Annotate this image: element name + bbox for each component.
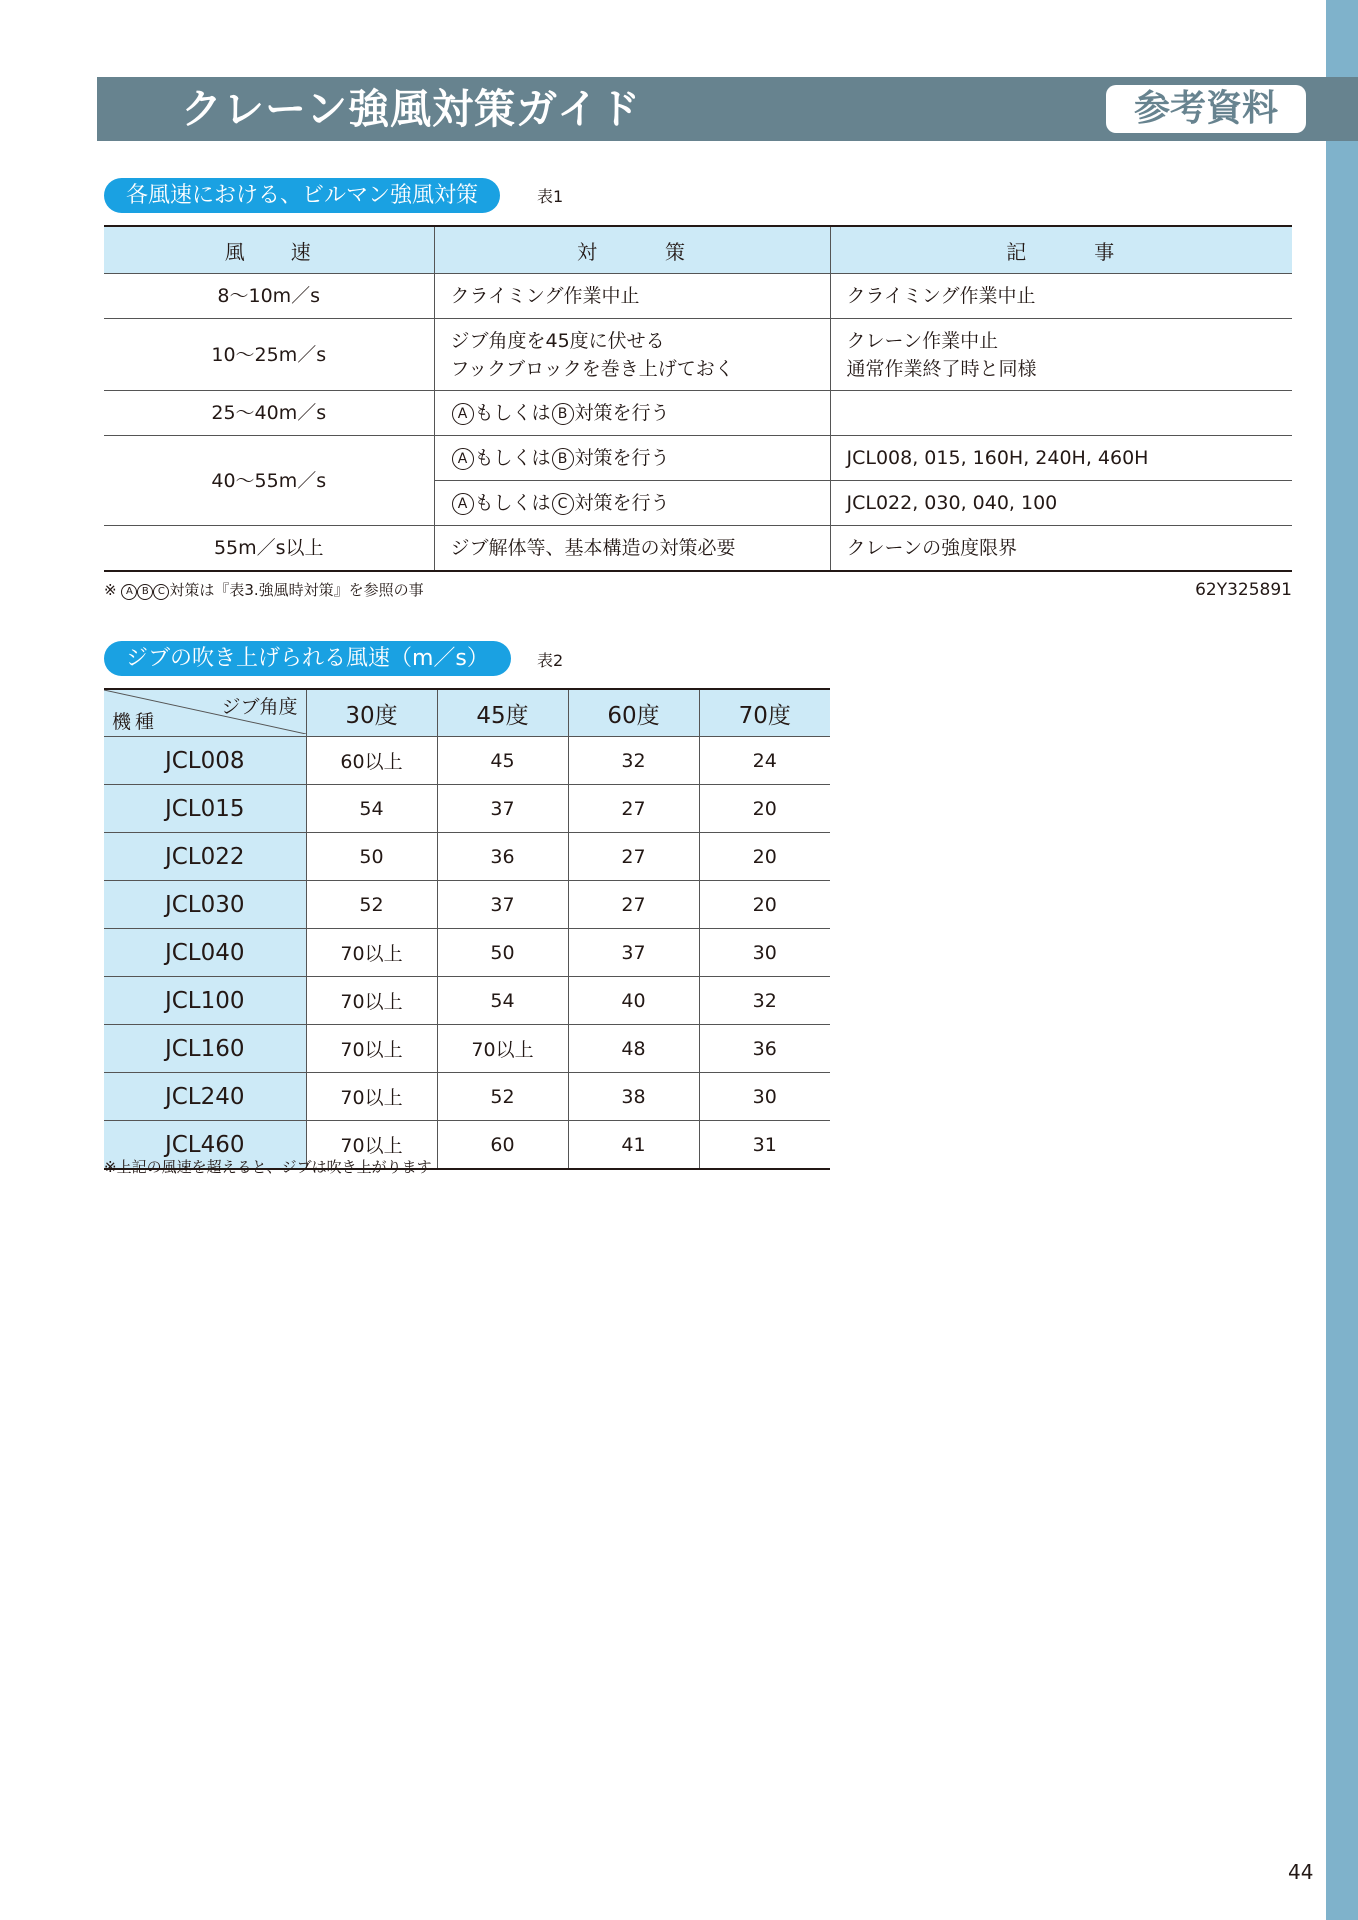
wind-speed-cell: 8〜10m／s — [104, 274, 434, 319]
angle-header: 45度 — [437, 689, 568, 737]
note-cell: クレーンの強度限界 — [830, 526, 1292, 572]
value-cell: 36 — [699, 1025, 830, 1073]
table-row — [104, 274, 1292, 319]
table-header-row — [104, 689, 830, 737]
value-cell: 54 — [437, 977, 568, 1025]
value-cell: 20 — [699, 833, 830, 881]
model-cell: JCL015 — [104, 785, 306, 833]
note-cell — [830, 391, 1292, 436]
value-cell: 52 — [306, 881, 437, 929]
doc-code: 62Y325891 — [1195, 580, 1292, 600]
angle-header: 30度 — [306, 689, 437, 737]
table-row — [104, 1073, 830, 1121]
measure-text: もしくは — [474, 402, 551, 424]
value-cell: 24 — [699, 737, 830, 785]
circled-letter: A — [452, 493, 474, 515]
circled-letter: A — [452, 403, 474, 425]
measure-cell: ジブ解体等、基本構造の対策必要 — [434, 526, 830, 572]
value-cell: 41 — [568, 1121, 699, 1170]
col-header-wind: 風 速 — [104, 226, 434, 274]
col-header-measures: 対 策 — [434, 226, 830, 274]
value-cell: 40 — [568, 977, 699, 1025]
model-cell: JCL460 — [104, 1121, 306, 1170]
page-header — [97, 77, 1358, 141]
corner-header — [104, 689, 306, 737]
section1-title: 各風速における、ビルマン強風対策 — [104, 178, 500, 213]
value-cell: 52 — [437, 1073, 568, 1121]
value-cell: 60以上 — [306, 737, 437, 785]
measure-text: 対策を行う — [574, 447, 670, 469]
value-cell: 27 — [568, 881, 699, 929]
value-cell: 36 — [437, 833, 568, 881]
value-cell: 37 — [437, 881, 568, 929]
table-row — [104, 436, 1292, 481]
model-cell: JCL160 — [104, 1025, 306, 1073]
table-row — [104, 737, 830, 785]
value-cell: 50 — [306, 833, 437, 881]
note-cell: JCL008, 015, 160H, 240H, 460H — [830, 436, 1292, 481]
table-row — [104, 526, 1292, 572]
note-cell: JCL022, 030, 040, 100 — [830, 481, 1292, 526]
value-cell: 54 — [306, 785, 437, 833]
value-cell: 32 — [699, 977, 830, 1025]
circled-letter: C — [153, 584, 169, 600]
model-cell: JCL240 — [104, 1073, 306, 1121]
value-cell: 60 — [437, 1121, 568, 1170]
page-title: クレーン強風対策ガイド — [181, 85, 641, 133]
value-cell: 70以上 — [306, 1025, 437, 1073]
measure-line: ジブ角度を45度に伏せる — [450, 329, 665, 352]
jib-wind-table — [104, 688, 830, 1170]
angle-header: 70度 — [699, 689, 830, 737]
measure-text: もしくは — [474, 447, 551, 469]
table-row — [104, 929, 830, 977]
circled-letter: B — [552, 448, 574, 470]
measure-cell — [434, 319, 830, 391]
value-cell: 70以上 — [306, 977, 437, 1025]
circled-letter: C — [552, 493, 574, 515]
table-row — [104, 977, 830, 1025]
value-cell: 32 — [568, 737, 699, 785]
table-header-row — [104, 226, 1292, 274]
value-cell: 27 — [568, 785, 699, 833]
wind-speed-cell: 55m／s以上 — [104, 526, 434, 572]
value-cell: 20 — [699, 785, 830, 833]
table-row — [104, 785, 830, 833]
value-cell: 20 — [699, 881, 830, 929]
value-cell: 70以上 — [306, 1073, 437, 1121]
value-cell: 38 — [568, 1073, 699, 1121]
measure-cell — [434, 436, 830, 481]
value-cell: 30 — [699, 929, 830, 977]
footnote-mark: ※ — [104, 581, 117, 599]
angle-header: 60度 — [568, 689, 699, 737]
value-cell: 31 — [699, 1121, 830, 1170]
measure-text: もしくは — [474, 492, 551, 514]
model-cell: JCL008 — [104, 737, 306, 785]
table-row — [104, 319, 1292, 391]
measure-cell — [434, 481, 830, 526]
value-cell: 30 — [699, 1073, 830, 1121]
circled-letter: A — [121, 584, 137, 600]
table-row — [104, 881, 830, 929]
model-cell: JCL022 — [104, 833, 306, 881]
value-cell: 27 — [568, 833, 699, 881]
wind-measures-table — [104, 225, 1292, 572]
section2-footnote: ※上記の風速を超えると、ジブは吹き上がります — [104, 1158, 432, 1176]
note-line: クレーン作業中止 — [846, 329, 999, 352]
footnote-text: 対策は『表3.強風時対策』を参照の事 — [169, 581, 424, 599]
side-accent-strip — [1326, 0, 1358, 1920]
value-cell: 70以上 — [437, 1025, 568, 1073]
circled-letter: B — [137, 584, 153, 600]
value-cell: 70以上 — [306, 929, 437, 977]
table-row — [104, 833, 830, 881]
model-cell: JCL100 — [104, 977, 306, 1025]
value-cell: 37 — [568, 929, 699, 977]
measure-text: 対策を行う — [574, 492, 670, 514]
measure-cell — [434, 391, 830, 436]
wind-speed-cell: 25〜40m／s — [104, 391, 434, 436]
value-cell: 50 — [437, 929, 568, 977]
circled-letter: A — [452, 448, 474, 470]
note-line: 通常作業終了時と同様 — [846, 357, 1037, 380]
value-cell: 37 — [437, 785, 568, 833]
corner-bottom-label: 機種 — [112, 711, 159, 733]
table-row — [104, 391, 1292, 436]
value-cell: 45 — [437, 737, 568, 785]
col-header-notes: 記 事 — [830, 226, 1292, 274]
corner-top-label: ジブ角度 — [221, 696, 298, 718]
measure-line: フックブロックを巻き上げておく — [450, 357, 734, 380]
model-cell: JCL030 — [104, 881, 306, 929]
value-cell: 48 — [568, 1025, 699, 1073]
measure-text: 対策を行う — [574, 402, 670, 424]
circled-letter: B — [552, 403, 574, 425]
note-cell — [830, 319, 1292, 391]
section1-footnote — [104, 580, 424, 600]
section2-title: ジブの吹き上げられる風速（m／s） — [104, 641, 511, 676]
model-cell: JCL040 — [104, 929, 306, 977]
value-cell: 70以上 — [306, 1121, 437, 1170]
note-cell: クライミング作業中止 — [830, 274, 1292, 319]
measure-cell: クライミング作業中止 — [434, 274, 830, 319]
section2-table-tag: 表2 — [537, 651, 564, 670]
reference-badge: 参考資料 — [1106, 85, 1306, 133]
page-number: 44 — [1288, 1860, 1314, 1884]
wind-speed-cell: 10〜25m／s — [104, 319, 434, 391]
table-row — [104, 1025, 830, 1073]
wind-speed-cell: 40〜55m／s — [104, 436, 434, 526]
section1-table-tag: 表1 — [537, 187, 564, 206]
